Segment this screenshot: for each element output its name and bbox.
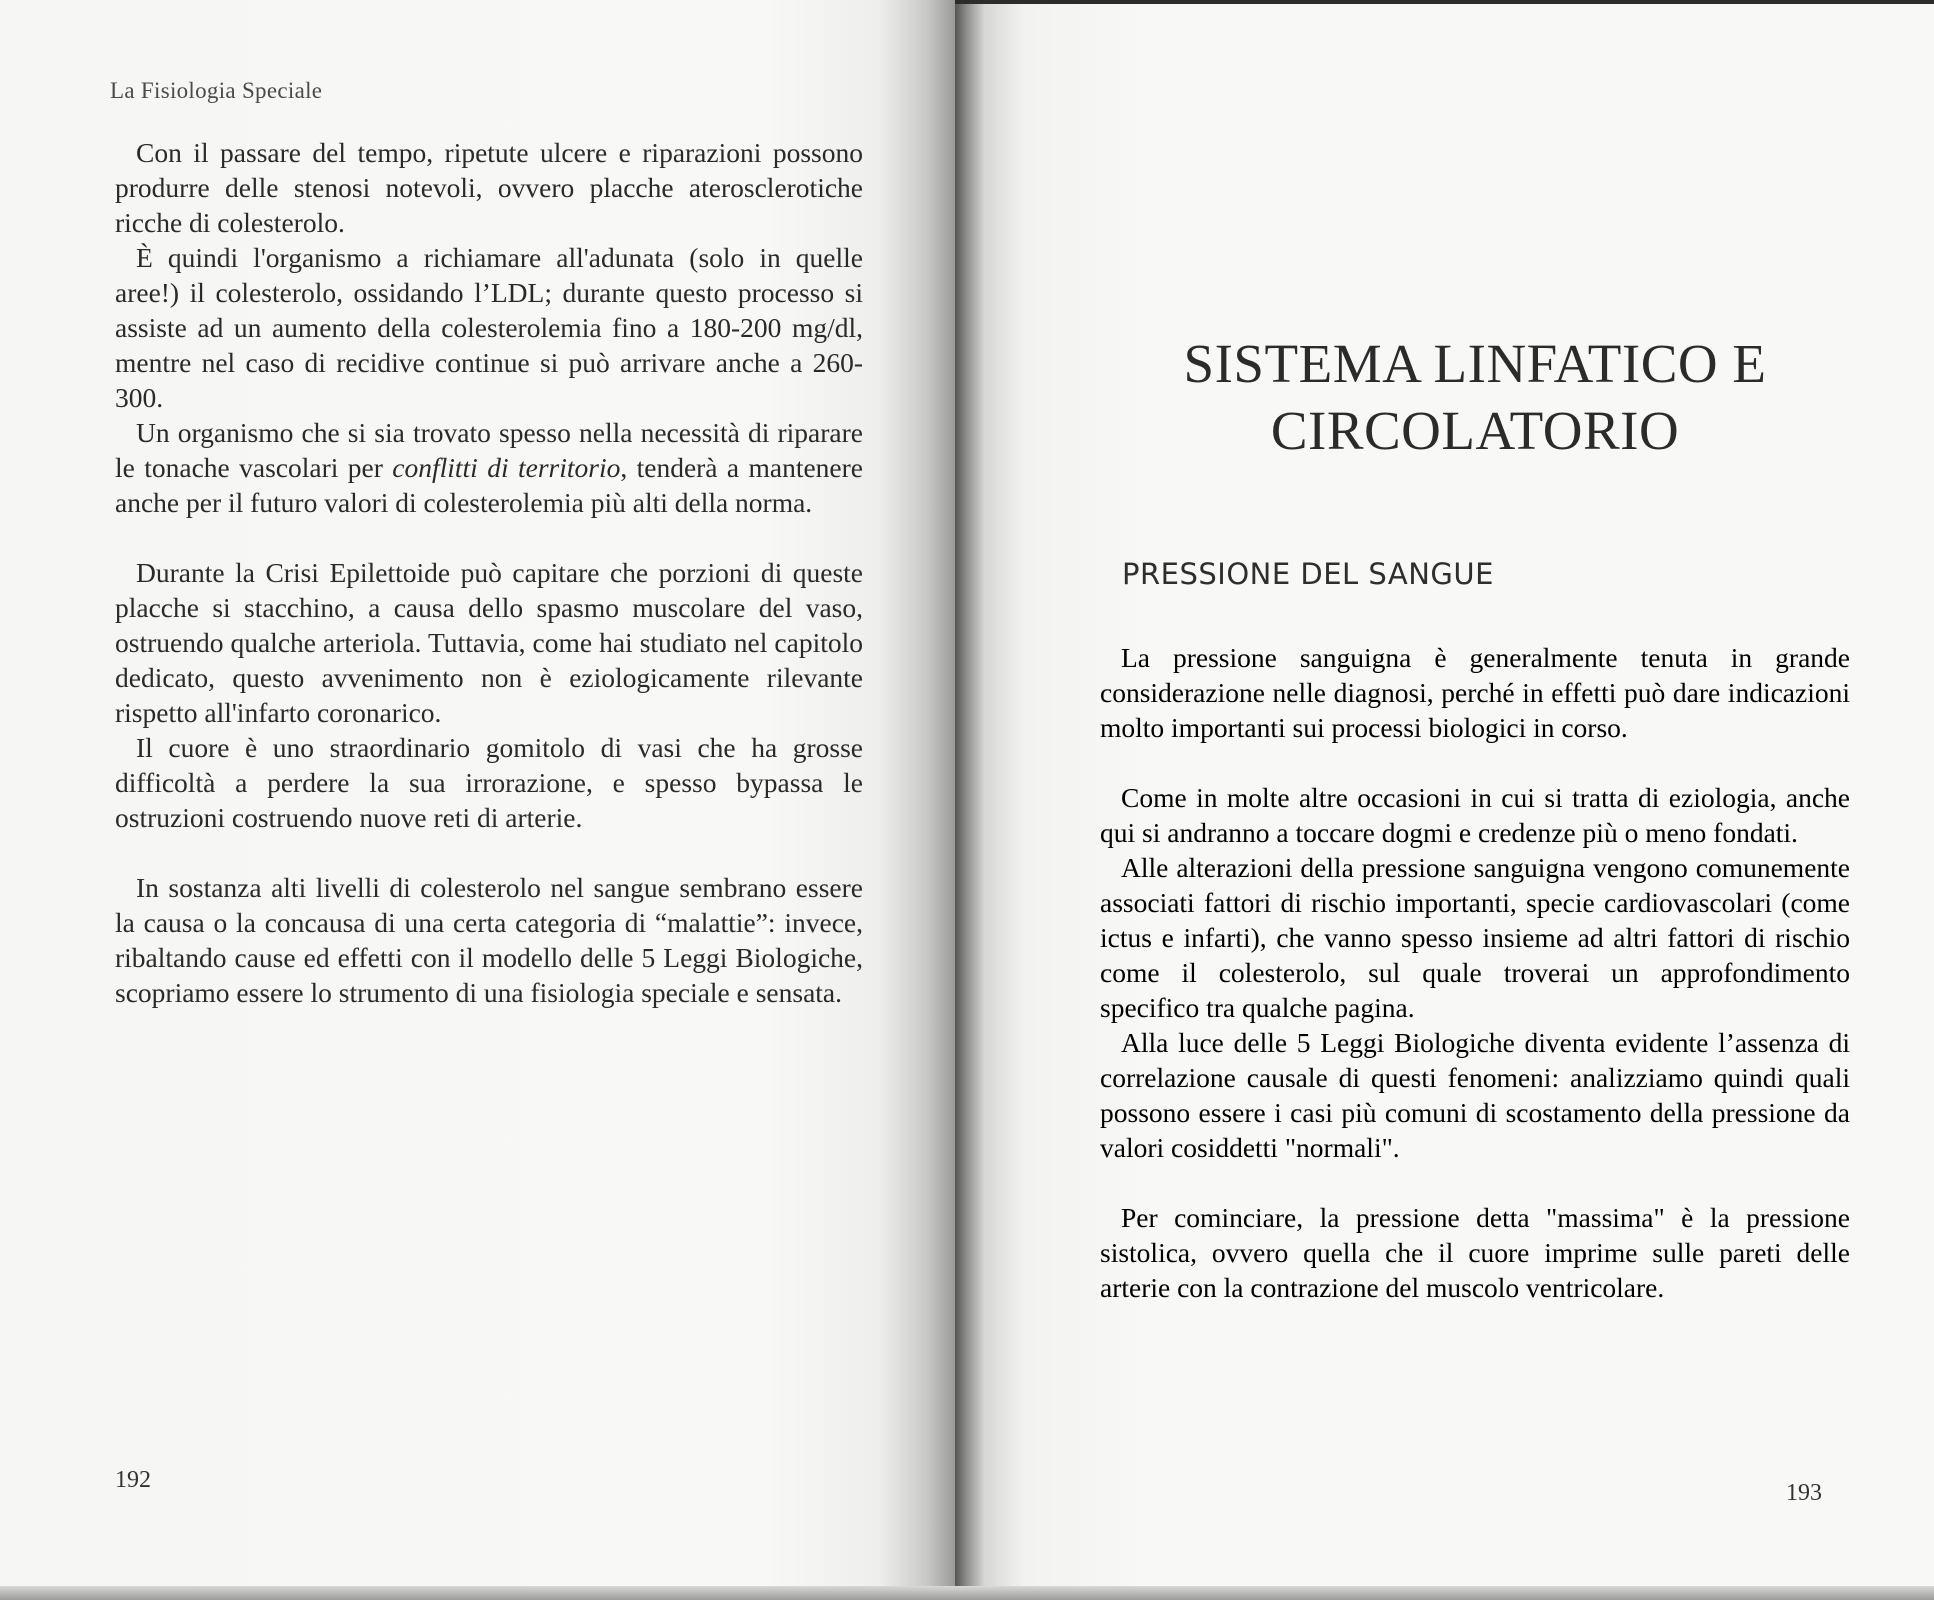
- paragraph: Alle alterazioni della pressione sanguigna vengono comunemente associati fattori di rischio importanti, specie cardiovascolari (come ictus e infarti), che vanno spesso insieme ad altri fattori di rischio come il colesterolo, sul quale troverai un approfondimento specifico tra qualche pagina.: [1100, 852, 1850, 1023]
- section-heading: PRESSIONE DEL SANGUE: [1122, 557, 1494, 591]
- right-page-body: [1100, 640, 1850, 1305]
- chapter-title-line: SISTEMA LINFATICO E: [1183, 333, 1767, 394]
- page-number: 193: [1786, 1480, 1822, 1506]
- paragraph-text: Un organismo che si sia trovato spesso nella necessità di riparare le tonache vascolari per: [115, 417, 863, 483]
- left-page-body: [115, 135, 863, 1010]
- chapter-title-line: CIRCOLATORIO: [1270, 400, 1680, 461]
- running-head: La Fisiologia Speciale: [110, 78, 323, 103]
- paragraph: In sostanza alti livelli di colesterolo nel sangue sembrano essere la causa o la concausa di una certa categoria di “malattie”: invece, ribaltando cause ed effetti con il modello delle 5 Leggi Biologiche, scopriamo essere lo strumento di una fisiologia speciale e sensata.: [115, 872, 863, 1008]
- page-bottom-edge: [0, 1586, 1934, 1600]
- paragraph: È quindi l'organismo a richiamare all'adunata (solo in quelle aree!) il colesterolo, ossidando l’LDL; durante questo processo si assiste ad un aumento della colesterolemia fino a 180-200 mg/dl, mentre nel caso di recidive continue si può arrivare anche a 260-300.: [115, 242, 863, 413]
- paragraph: La pressione sanguigna è generalmente tenuta in grande considerazione nelle diagnosi, perché in effetti può dare indicazioni molto importanti sui processi biologici in corso.: [1100, 642, 1850, 743]
- paragraph: Il cuore è uno straordinario gomitolo di vasi che ha grosse difficoltà a perdere la sua irrorazione, e spesso bypassa le ostruzioni costruendo nuove reti di arterie.: [115, 732, 863, 833]
- chapter-title: [1100, 330, 1850, 464]
- paragraph: Alla luce delle 5 Leggi Biologiche diventa evidente l’assenza di correlazione causale di questi fenomeni: analizziamo quindi quali possono essere i casi più comuni di scostamento della pressione da valori cosiddetti "normali".: [1100, 1027, 1850, 1163]
- left-page: [0, 0, 955, 1590]
- paragraph: Con il passare del tempo, ripetute ulcere e riparazioni possono produrre delle stenosi notevoli, ovvero placche aterosclerotiche ricche di colesterolo.: [115, 137, 863, 238]
- page-number: 192: [115, 1467, 151, 1493]
- paragraph-text: , tenderà a mantenere anche per il futuro valori di colesterolemia più alti della norma.: [115, 452, 863, 518]
- paragraph: Per cominciare, la pressione detta "massima" è la pressione sistolica, ovvero quella che il cuore imprime sulle pareti delle arterie con la contrazione del muscolo ventricolare.: [1100, 1202, 1850, 1303]
- paragraph: [115, 415, 863, 520]
- emphasis-text: conflitti di territorio: [392, 452, 621, 483]
- paragraph: Durante la Crisi Epilettoide può capitare che porzioni di queste placche si stacchino, a causa dello spasmo muscolare del vaso, ostruendo qualche arteriola. Tuttavia, come hai studiato nel capitolo dedicato, questo avvenimento non è eziologicamente rilevante rispetto all'infarto coronarico.: [115, 557, 863, 728]
- paragraph: Come in molte altre occasioni in cui si tratta di eziologia, anche qui si andranno a toccare dogmi e credenze più o meno fondati.: [1100, 782, 1850, 848]
